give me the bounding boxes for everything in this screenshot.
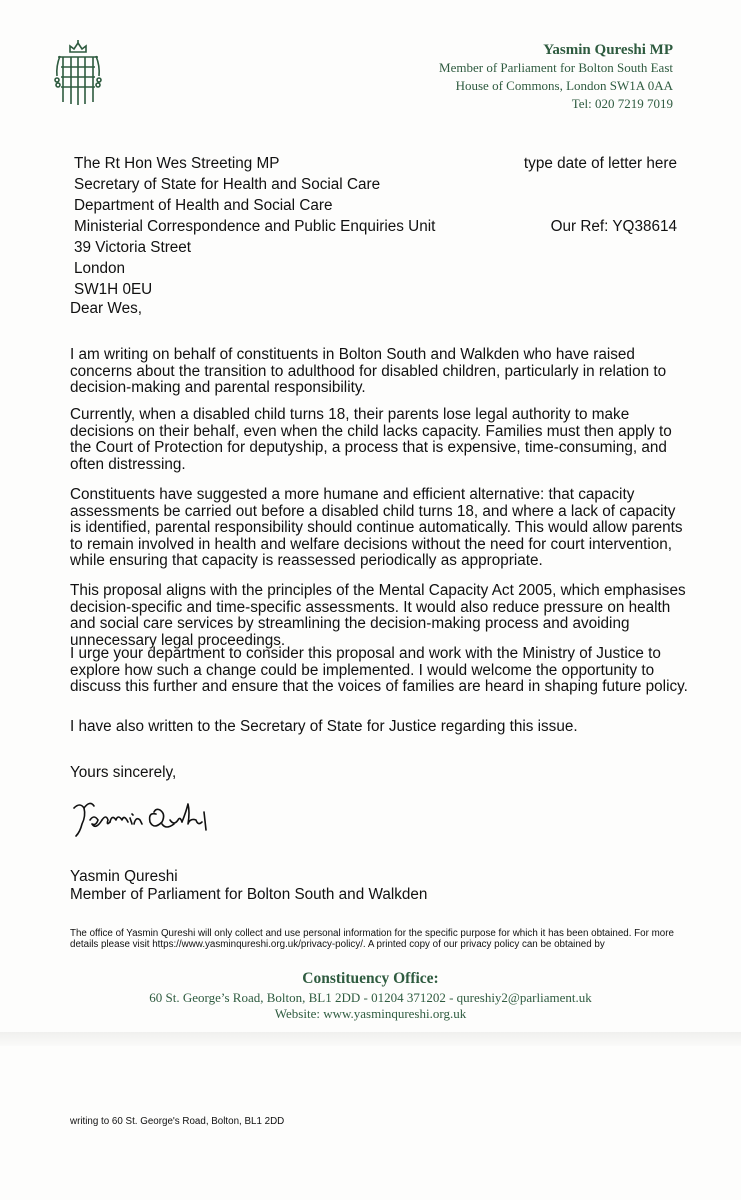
letter-date: type date of letter here <box>523 155 677 172</box>
closing: Yours sincerely, <box>70 764 177 781</box>
recipient-address <box>74 153 435 300</box>
recipient-line: Ministerial Correspondence and Public Enquiries Unit <box>74 218 436 235</box>
footer-website: Website: www.yasminqureshi.org.uk <box>274 1006 467 1021</box>
signatory-block <box>70 868 427 904</box>
body-paragraph: I have also written to the Secretary of State for Justice regarding this issue. <box>70 718 578 735</box>
mp-letterhead <box>439 41 673 113</box>
mp-address: House of Commons, London SW1A 0AA <box>455 78 673 93</box>
body-paragraph: This proposal aligns with the principles of the Mental Capacity Act 2005, which emphasises decision-specific and time-specific assessments. It would also reduce pressure on health and social care services by streamlining the decision-making process and avoiding unnecessary legal proceedings. <box>70 582 686 649</box>
privacy-notice: The office of Yasmin Qureshi will only collect and use personal information for the specific purpose for which it has been obtained. For more details please visit https://www.yasminqureshi.org.uk/privacy-policy/. A printed copy of our privacy policy can be obtained by <box>70 928 674 950</box>
signatory-title: Member of Parliament for Bolton South and Walkden <box>70 886 428 903</box>
recipient-line: Secretary of State for Health and Social Care <box>74 176 381 193</box>
recipient-line: SW1H 0EU <box>74 281 153 298</box>
letter-reference: Our Ref: YQ38614 <box>550 218 677 235</box>
continuation-text: writing to 60 St. George's Road, Bolton, BL1 2DD <box>70 1116 285 1127</box>
recipient-line: Department of Health and Social Care <box>74 197 333 214</box>
footer-address: 60 St. George’s Road, Bolton, BL1 2DD - 01204 371202 - qureshiy2@parliament.uk <box>149 990 592 1005</box>
signatory-name: Yasmin Qureshi <box>70 868 178 885</box>
body-paragraph: I urge your department to consider this proposal and work with the Ministry of Justice to explore how such a change could be implemented. I would welcome the opportunity to discuss this further and ensure that the voices of families are heard in shaping future policy. <box>70 645 688 695</box>
mp-telephone: Tel: 020 7219 7019 <box>571 96 673 111</box>
body-paragraph: Currently, when a disabled child turns 18, their parents lose legal authority to make decisions on their behalf, even when the child lacks capacity. Families must then apply to the Court of Protection for deputyship, a process that is expensive, time-consuming, and often distressing. <box>70 406 672 473</box>
mp-role: Member of Parliament for Bolton South East <box>439 60 673 75</box>
body-paragraph: I am writing on behalf of constituents in Bolton South and Walkden who have raised concerns about the transition to adulthood for disabled children, particularly in relation to decision-making and parental responsibility. <box>70 346 667 396</box>
mp-name: Yasmin Qureshi MP <box>543 42 673 58</box>
footer-title: Constituency Office: <box>302 970 439 987</box>
body-paragraph: Constituents have suggested a more humane and efficient alternative: that capacity assessments be carried out before a disabled child turns 18, and where a lack of capacity is identified, parental responsibility should continue automatically. This would allow parents to remain involved in health and welfare decisions without the need for court intervention, while ensuring that capacity is reassessed periodically as appropriate. <box>70 486 683 569</box>
salutation: Dear Wes, <box>70 300 142 317</box>
portcullis-icon <box>54 40 102 110</box>
recipient-line: The Rt Hon Wes Streeting MP <box>74 155 280 172</box>
recipient-line: London <box>74 260 126 277</box>
recipient-line: 39 Victoria Street <box>74 239 192 256</box>
handwritten-signature <box>70 790 230 845</box>
page-break-divider <box>0 1032 741 1046</box>
